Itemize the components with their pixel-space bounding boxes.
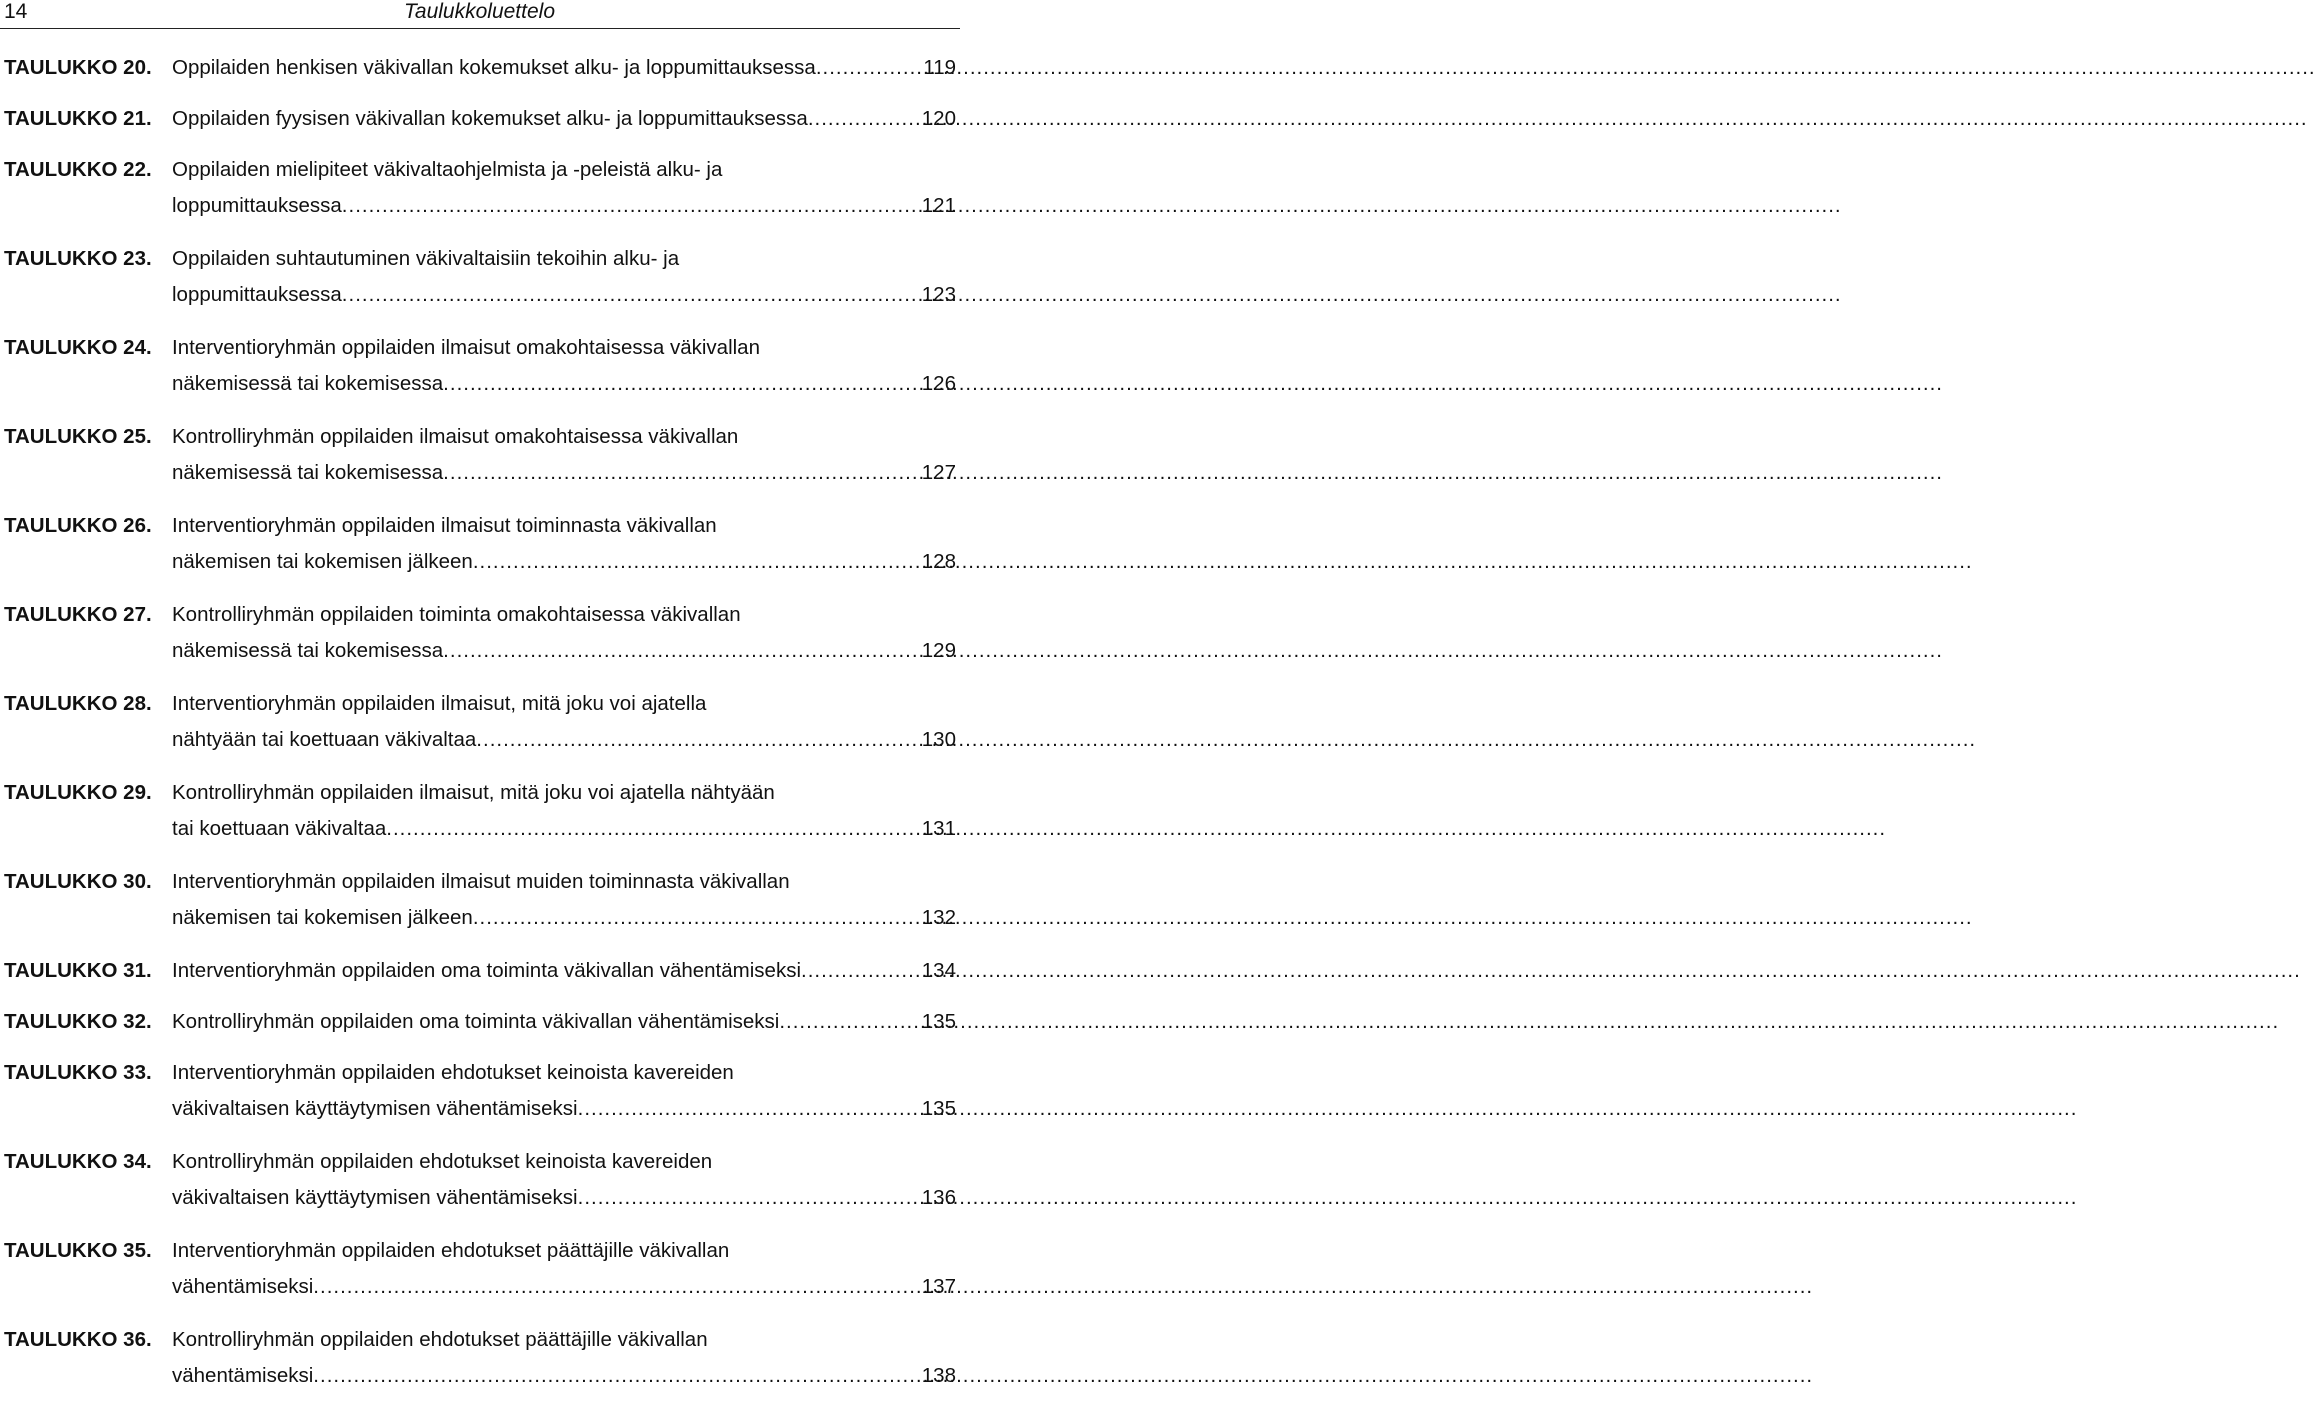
toc-entry-title-text: näkemisessä tai kokemisessa <box>172 639 444 662</box>
toc-entry-label: TAULUKKO 30. <box>4 870 152 893</box>
toc-entry-line <box>172 152 956 188</box>
toc-entry-body <box>172 241 956 313</box>
toc-entry-title-text: näkemisen tai kokemisen jälkeen <box>172 550 473 573</box>
toc-entry-line <box>172 686 956 722</box>
toc-entry-title-text: Interventioryhmän oppilaiden ilmaisut toiminnasta väkivallan <box>172 514 717 537</box>
toc-dot-leader <box>816 50 919 86</box>
toc-entry-line <box>172 633 956 669</box>
toc-entry-title-text: Interventioryhmän oppilaiden ilmaisut omakohtaisessa väkivallan <box>172 336 760 359</box>
toc-entry-body <box>172 1322 956 1394</box>
toc-entry-label: TAULUKKO 31. <box>4 959 152 982</box>
toc-dot-leader <box>578 1180 918 1216</box>
toc-entry-line <box>172 1269 956 1305</box>
toc-entry-title-text: loppumittauksessa <box>172 194 342 217</box>
toc-dot-leader <box>808 101 918 137</box>
toc-dot-leader <box>801 953 918 989</box>
toc-page-number: 135 <box>921 1010 956 1033</box>
toc-entry-label: TAULUKKO 21. <box>4 107 152 130</box>
toc-entry-title-text: Interventioryhmän oppilaiden ilmaisut, mitä joku voi ajatella <box>172 692 707 715</box>
toc-entry-body <box>172 1233 956 1305</box>
toc-entry-title-text: Kontrolliryhmän oppilaiden ehdotukset keinoista kavereiden <box>172 1150 713 1173</box>
toc-entry[interactable] <box>4 953 956 989</box>
toc-entry[interactable] <box>4 508 956 580</box>
toc-dot-leader <box>473 544 918 580</box>
toc-entry-line <box>172 101 956 137</box>
toc-entry-line <box>172 1055 956 1091</box>
toc-entry-title-text: vähentämiseksi <box>172 1275 314 1298</box>
toc-entry-line <box>172 900 956 936</box>
toc-entry-line <box>172 366 956 402</box>
toc-entry-title-text: Kontrolliryhmän oppilaiden oma toiminta väkivallan vähentämiseksi <box>172 1010 780 1033</box>
toc-entry-label: TAULUKKO 36. <box>4 1328 152 1351</box>
toc-entry[interactable] <box>4 864 956 936</box>
toc-entry-line <box>172 1358 956 1394</box>
toc-entry-body <box>172 686 956 758</box>
toc-page-number: 130 <box>921 728 956 751</box>
toc-dot-leader <box>443 633 918 669</box>
toc-entry-body <box>172 1144 956 1216</box>
toc-entry[interactable] <box>4 775 956 847</box>
toc-dot-leader <box>342 188 918 224</box>
toc-entry-label: TAULUKKO 26. <box>4 514 152 537</box>
toc-entry[interactable] <box>4 152 956 224</box>
toc-entry-title-text: nähtyään tai koettuaan väkivaltaa <box>172 728 477 751</box>
page-number: 14 <box>4 0 28 23</box>
toc-entry-label: TAULUKKO 24. <box>4 336 152 359</box>
toc-entry-label: TAULUKKO 22. <box>4 158 152 181</box>
toc-page-number: 126 <box>921 372 956 395</box>
toc-entry-label: TAULUKKO 25. <box>4 425 152 448</box>
toc-entry[interactable] <box>4 330 956 402</box>
toc-entry-line <box>172 419 956 455</box>
running-head: Taulukkoluettelo <box>404 0 555 23</box>
toc-entry-body <box>172 101 956 137</box>
toc-entry-label: TAULUKKO 32. <box>4 1010 152 1033</box>
toc-entry[interactable] <box>4 1322 956 1394</box>
toc-entry-title-text: vähentämiseksi <box>172 1364 314 1387</box>
toc-dot-leader <box>476 722 917 758</box>
toc-page-number: 128 <box>921 550 956 573</box>
toc-entry-body <box>172 50 956 86</box>
toc-entry-body <box>172 508 956 580</box>
toc-entry-title-text: Oppilaiden suhtautuminen väkivaltaisiin tekoihin alku- ja <box>172 247 680 270</box>
toc-entry-body <box>172 419 956 491</box>
toc-entry-title-text: näkemisessä tai kokemisessa <box>172 461 444 484</box>
toc-entry[interactable] <box>4 1233 956 1305</box>
toc-entry-line <box>172 544 956 580</box>
toc-entry-line <box>172 50 956 86</box>
toc-entry-title-text: Kontrolliryhmän oppilaiden ilmaisut omakohtaisessa väkivallan <box>172 425 739 448</box>
toc-entry-label: TAULUKKO 20. <box>4 56 152 79</box>
toc-dot-leader <box>578 1091 918 1127</box>
toc-entry-line <box>172 722 956 758</box>
toc-entry-title-text: Interventioryhmän oppilaiden ehdotukset keinoista kavereiden <box>172 1061 734 1084</box>
toc-page-number: 120 <box>921 107 956 130</box>
toc-entry-title-text: Oppilaiden henkisen väkivallan kokemukset alku- ja loppumittauksessa <box>172 56 816 79</box>
toc-entry-label: TAULUKKO 27. <box>4 603 152 626</box>
toc-entry[interactable] <box>4 101 956 137</box>
toc-entry-title-text: näkemisen tai kokemisen jälkeen <box>172 906 473 929</box>
toc-entry[interactable] <box>4 50 956 86</box>
toc-entry-title-text: Oppilaiden mielipiteet väkivaltaohjelmista ja -peleistä alku- ja <box>172 158 723 181</box>
toc-entry-title-text: Interventioryhmän oppilaiden ilmaisut muiden toiminnasta väkivallan <box>172 870 790 893</box>
toc-page-number: 123 <box>921 283 956 306</box>
toc-entry-line <box>172 188 956 224</box>
toc-entry-line <box>172 1144 956 1180</box>
toc-entry-title-text: Interventioryhmän oppilaiden ehdotukset päättäjille väkivallan <box>172 1239 730 1262</box>
toc-entry-title-text: väkivaltaisen käyttäytymisen vähentämiseksi <box>172 1097 578 1120</box>
toc-entry-title-text: Kontrolliryhmän oppilaiden toiminta omakohtaisessa väkivallan <box>172 603 741 626</box>
toc-entry-title-text: Interventioryhmän oppilaiden oma toiminta väkivallan vähentämiseksi <box>172 959 801 982</box>
toc-page-number: 129 <box>921 639 956 662</box>
toc-dot-leader <box>386 811 918 847</box>
toc-entry-line <box>172 455 956 491</box>
toc-entry[interactable] <box>4 419 956 491</box>
toc-dot-leader <box>473 900 918 936</box>
page-header <box>0 0 960 29</box>
toc-entry-line <box>172 597 956 633</box>
toc-entry-body <box>172 597 956 669</box>
toc-page-number: 137 <box>921 1275 956 1298</box>
toc-entry[interactable] <box>4 241 956 313</box>
toc-dot-leader <box>342 277 918 313</box>
toc-entry-label: TAULUKKO 28. <box>4 692 152 715</box>
toc-page-number: 119 <box>923 56 956 79</box>
toc-entry[interactable] <box>4 686 956 758</box>
toc-entry-title-text: Kontrolliryhmän oppilaiden ilmaisut, mitä joku voi ajatella nähtyään <box>172 781 775 804</box>
toc-entry-body <box>172 864 956 936</box>
toc-page-number: 135 <box>921 1097 956 1120</box>
toc-entry-line <box>172 1004 956 1040</box>
toc-entry[interactable] <box>4 1004 956 1040</box>
toc-entry[interactable] <box>4 597 956 669</box>
toc-page-number: 138 <box>921 1364 956 1387</box>
toc-entry-body <box>172 330 956 402</box>
toc-dot-leader <box>313 1269 917 1305</box>
toc-entry-body <box>172 953 956 989</box>
toc-entry-line <box>172 1091 956 1127</box>
toc-entry-label: TAULUKKO 23. <box>4 247 152 270</box>
toc-entry[interactable] <box>4 1144 956 1216</box>
toc-page-number: 132 <box>921 906 956 929</box>
toc-entry-body <box>172 152 956 224</box>
toc-entry-body <box>172 775 956 847</box>
toc-dot-leader <box>443 455 918 491</box>
toc-page-number: 136 <box>921 1186 956 1209</box>
toc-entry-label: TAULUKKO 29. <box>4 781 152 804</box>
toc-entry-title-text: tai koettuaan väkivaltaa <box>172 817 387 840</box>
toc-entry-line <box>172 1180 956 1216</box>
toc-entry-line <box>172 864 956 900</box>
toc-entry-line <box>172 1322 956 1358</box>
table-of-contents-list <box>4 50 956 1411</box>
toc-entry-line <box>172 277 956 313</box>
toc-entry-label: TAULUKKO 35. <box>4 1239 152 1262</box>
toc-entry[interactable] <box>4 1055 956 1127</box>
toc-page-number: 121 <box>921 194 956 217</box>
toc-entry-title-text: Kontrolliryhmän oppilaiden ehdotukset päättäjille väkivallan <box>172 1328 708 1351</box>
toc-entry-title-text: Oppilaiden fyysisen väkivallan kokemukset alku- ja loppumittauksessa <box>172 107 808 130</box>
toc-entry-label: TAULUKKO 34. <box>4 1150 152 1173</box>
toc-entry-title-text: näkemisessä tai kokemisessa <box>172 372 444 395</box>
toc-page-number: 134 <box>921 959 956 982</box>
toc-entry-line <box>172 508 956 544</box>
toc-entry-body <box>172 1004 956 1040</box>
toc-entry-line <box>172 775 956 811</box>
toc-dot-leader <box>443 366 918 402</box>
toc-entry-line <box>172 811 956 847</box>
toc-entry-label: TAULUKKO 33. <box>4 1061 152 1084</box>
toc-page-number: 127 <box>921 461 956 484</box>
toc-entry-title-text: loppumittauksessa <box>172 283 342 306</box>
toc-entry-body <box>172 1055 956 1127</box>
toc-page-number: 131 <box>921 817 956 840</box>
toc-dot-leader <box>779 1004 917 1040</box>
toc-entry-line <box>172 1233 956 1269</box>
toc-entry-title-text: väkivaltaisen käyttäytymisen vähentämiseksi <box>172 1186 578 1209</box>
toc-dot-leader <box>313 1358 917 1394</box>
toc-entry-line <box>172 330 956 366</box>
toc-entry-line <box>172 953 956 989</box>
toc-entry-line <box>172 241 956 277</box>
